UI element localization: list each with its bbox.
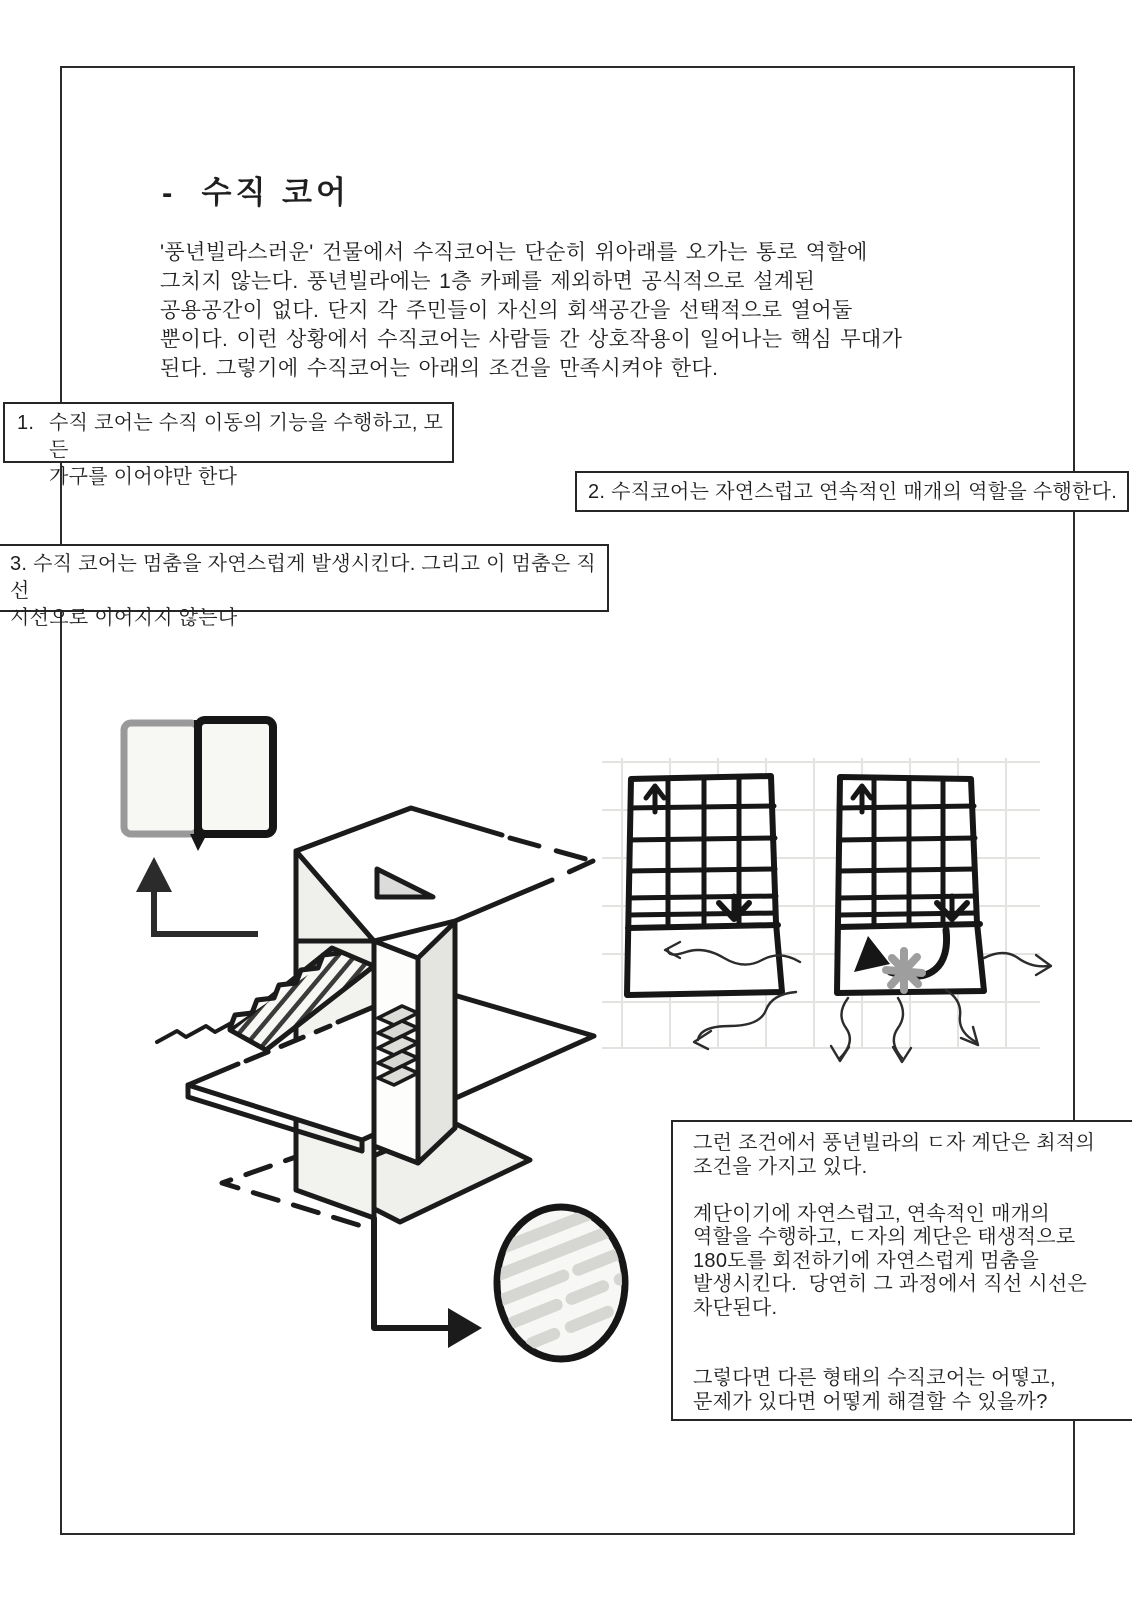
- conclusion-line: 조건을 가지고 있다.: [693, 1155, 868, 1178]
- condition-1-box: [3, 402, 454, 488]
- intro-line: 공용공간이 없다. 단지 각 주민들이 자신의 회색공간을 선택적으로 열어둘: [160, 299, 853, 322]
- conclusion-line: 계단이기에 자연스럽고, 연속적인 매개의: [693, 1202, 1050, 1225]
- condition-1-number: 1.: [17, 412, 35, 434]
- condition-1-line: 가구를 이어야만 한다: [49, 466, 238, 488]
- conclusion-line: [693, 1179, 1129, 1203]
- intro-line: 그치지 않는다. 풍년빌라에는 1층 카페를 제외하면 공식적으로 설계된: [160, 270, 816, 293]
- conclusion-line: 180도를 회전하기에 자연스럽게 멈춤을: [693, 1249, 1040, 1272]
- conclusion-box: [671, 1120, 1132, 1421]
- conclusion-line: 그런 조건에서 풍년빌라의 ㄷ자 계단은 최적의: [693, 1132, 1096, 1154]
- conclusion-line: 그렇다면 다른 형태의 수직코어는 어떻고,: [693, 1367, 1056, 1389]
- condition-2-text: 2. 수직코어는 자연스럽고 연속적인 매개의 역할을 수행한다.: [588, 481, 1118, 503]
- condition-3-line: 3. 수직 코어는 멈춤을 자연스럽게 발생시킨다. 그리고 이 멈춤은 직선: [10, 553, 596, 602]
- page-title: - 수직 코어: [162, 175, 350, 210]
- conclusion-line: [693, 1344, 1129, 1368]
- condition-1-line: 수직 코어는 수직 이동의 기능을 수행하고, 모든: [49, 412, 444, 461]
- condition-3-line: 시선으로 이어지지 않는다: [10, 607, 238, 629]
- conclusion-line: 발생시킨다. 당연히 그 과정에서 직선 시선은: [693, 1273, 1088, 1295]
- conclusion-line: [693, 1320, 1129, 1344]
- intro-line: 된다. 그렇기에 수직코어는 아래의 조건을 만족시켜야 한다.: [160, 357, 719, 380]
- condition-2-box: [575, 471, 1129, 512]
- intro-line: '풍년빌라스러운' 건물에서 수직코어는 단순히 위아래를 오가는 통로 역할에: [160, 241, 868, 264]
- intro-paragraph: [160, 238, 970, 383]
- conclusion-line: 역할을 수행하고, ㄷ자의 계단은 태생적으로: [693, 1226, 1076, 1248]
- condition-3-box: [0, 544, 609, 629]
- conclusion-line: 문제가 있다면 어떻게 해결할 수 있을까?: [693, 1390, 1048, 1413]
- intro-line: 뿐이다. 이런 상황에서 수직코어는 사람들 간 상호작용이 일어나는 핵심 무대가: [160, 328, 903, 351]
- conclusion-line: 차단된다.: [693, 1296, 778, 1319]
